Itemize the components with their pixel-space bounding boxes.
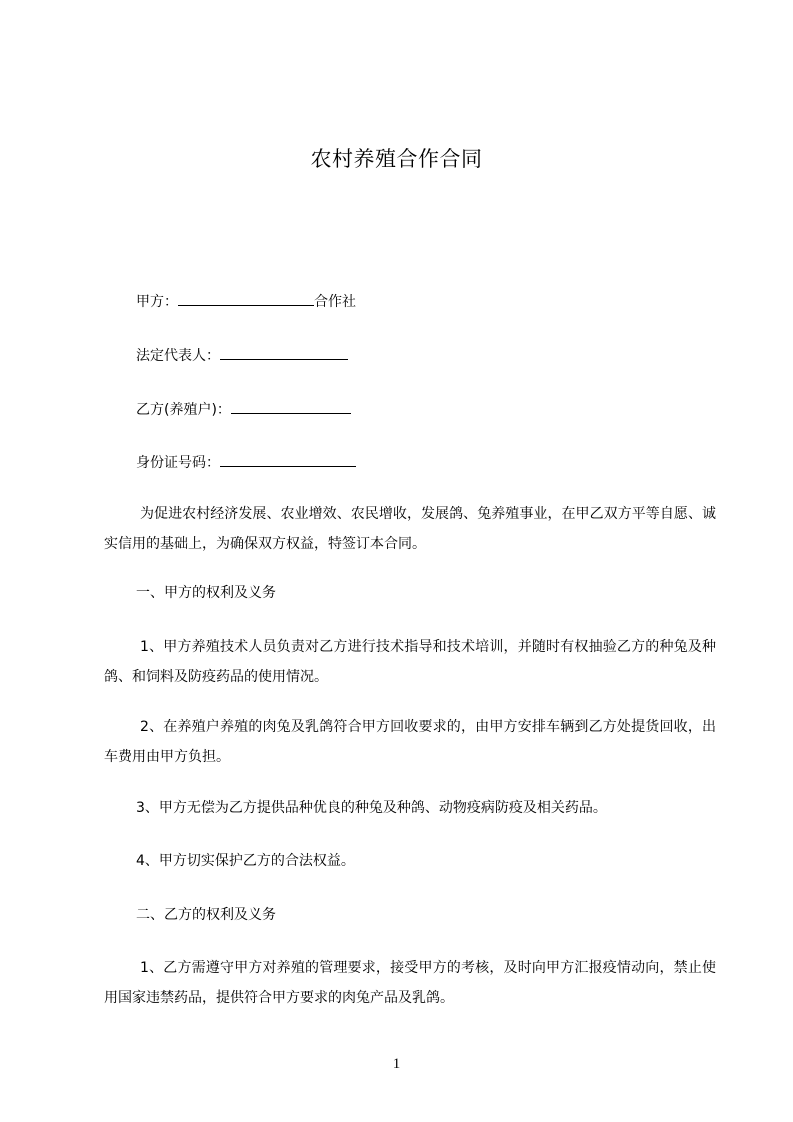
document-title: 农村养殖合作合同 <box>310 147 483 171</box>
s1-item1: 1、甲方养殖技术人员负责对乙方进行技术指导和技术培训，并随时有权抽验乙方的种兔及种鸽、和饲料及防疫药品的使用情况。 <box>104 639 716 685</box>
intro-paragraph: 为促进农村经济发展、农业增效、农民增收，发展鸽、兔养殖事业，在甲乙双方平等自愿、诚实信用的基础上，为确保双方权益，特签订本合同。 <box>104 506 716 552</box>
section1-heading: 一、甲方的权利及义务 <box>136 585 276 601</box>
id-number-blank <box>220 453 356 467</box>
page-number: 1 <box>392 1056 401 1072</box>
party-b-line <box>136 400 351 419</box>
s1-item4: 4、甲方切实保护乙方的合法权益。 <box>136 853 355 869</box>
party-a-blank <box>178 292 314 306</box>
party-a-label: 甲方： <box>136 294 178 310</box>
legal-rep-label: 法定代表人： <box>136 348 220 364</box>
party-b-blank <box>231 400 351 414</box>
section2-heading: 二、乙方的权利及义务 <box>136 907 276 923</box>
party-a-suffix: 合作社 <box>314 294 356 310</box>
s1-item2: 2、在养殖户养殖的肉兔及乳鸽符合甲方回收要求的，由甲方安排车辆到乙方处提货回收，出车费用由甲方负担。 <box>104 719 716 765</box>
party-b-label: 乙方(养殖户)： <box>136 402 231 418</box>
party-a-line <box>136 292 356 311</box>
s2-item1: 1、乙方需遵守甲方对养殖的管理要求，接受甲方的考核，及时向甲方汇报疫情动向，禁止使用国家违禁药品，提供符合甲方要求的肉兔产品及乳鸽。 <box>104 960 716 1006</box>
legal-rep-blank <box>220 346 348 360</box>
s1-item3: 3、甲方无偿为乙方提供品种优良的种兔及种鸽、动物疫病防疫及相关药品。 <box>136 800 607 816</box>
id-number-line <box>136 453 356 472</box>
legal-rep-line <box>136 346 348 365</box>
id-number-label: 身份证号码： <box>136 455 220 471</box>
